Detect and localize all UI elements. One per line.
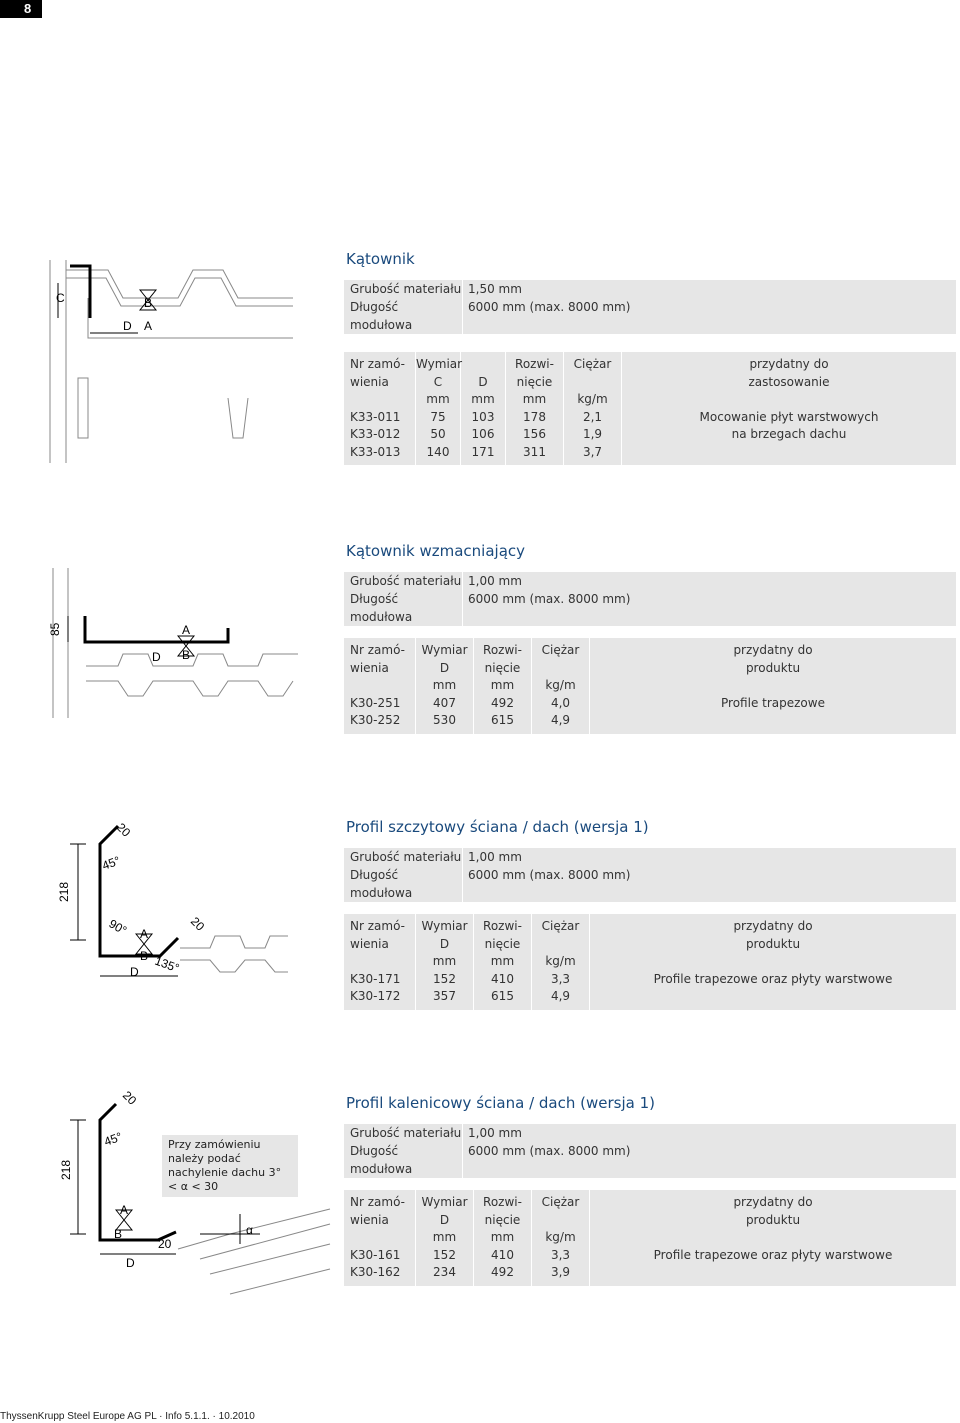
col-head: wienia (350, 374, 389, 389)
label-a: A (182, 623, 191, 637)
col-head: Rozwi- (515, 357, 554, 371)
label-d: D (152, 650, 161, 664)
col-head: Nr zamó- (350, 1195, 405, 1209)
usage-body (700, 409, 879, 444)
order-note: Przy zamówieniu należy podać nachylenie dachu 3° < α < 30 (162, 1135, 298, 1197)
col-head: nięcie (484, 936, 521, 951)
col-usage (590, 914, 956, 1010)
katownik-drawing (48, 258, 298, 468)
col-head: Nr zamó- (350, 919, 405, 933)
spec-label: Grubość materiału (350, 574, 462, 588)
label-20-top: 20 (119, 1088, 140, 1108)
table-cell: 410 (491, 1247, 514, 1262)
col-head: Wymiar (421, 1195, 468, 1209)
col-head: Ciężar (541, 919, 580, 933)
usage-head: produktu (745, 1212, 801, 1227)
col-head: mm (432, 678, 457, 692)
table-cell: 492 (491, 695, 514, 710)
col-head (344, 391, 415, 409)
table-cell: 103 (471, 409, 495, 424)
table-cell: 178 (523, 409, 546, 424)
col-development (474, 914, 532, 1010)
col-weight (564, 352, 622, 465)
label-b: B (140, 949, 149, 963)
table-cell: 171 (471, 444, 495, 459)
col-head: mm (432, 954, 457, 968)
table-cell: 1,9 (582, 427, 603, 441)
col-weight (532, 638, 590, 734)
col-head: wienia (350, 936, 389, 951)
col-d (461, 352, 506, 465)
col-head (344, 953, 415, 971)
col-head: kg/m (545, 678, 576, 692)
table-cell: 50 (430, 427, 446, 441)
label-135deg: 135° (152, 953, 182, 976)
table-cell: 410 (491, 971, 514, 986)
label-45deg: 45° (102, 1129, 125, 1149)
table-cell: 152 (433, 1247, 456, 1262)
table-cell: 4,0 (550, 695, 571, 710)
section-profil-szczytowy (344, 816, 956, 1010)
label-90deg: 90° (106, 916, 130, 938)
section-katownik-wzmacniajacy (344, 540, 956, 734)
section-title: Kątownik wzmacniający (346, 542, 526, 560)
table-cell: 75 (430, 409, 446, 424)
table-cell: 3,9 (550, 1265, 571, 1279)
section-katownik (344, 248, 956, 465)
label-b: B (144, 296, 153, 310)
col-usage (590, 638, 956, 734)
col-order (344, 638, 416, 734)
col-head: nięcie (484, 660, 521, 675)
table-cell: 4,9 (550, 713, 571, 727)
col-head: nięcie (484, 1212, 521, 1227)
col-head (564, 374, 621, 392)
usage-text: Profile trapezowe (721, 695, 825, 710)
usage-body (654, 971, 893, 989)
label-a: A (120, 1203, 129, 1217)
spec-label: Długość modułowa (350, 1144, 413, 1176)
usage-head: przydatny do (749, 357, 829, 371)
usage-text: Profile trapezowe oraz płyty warstwowe (653, 971, 893, 986)
col-head: Ciężar (573, 357, 612, 371)
table-cell: 615 (491, 713, 514, 727)
col-weight (532, 914, 590, 1010)
spec-box (344, 848, 956, 902)
label-b: B (114, 1227, 123, 1241)
table-cell: K30-161 (350, 1247, 401, 1262)
table-cell: K33-012 (350, 427, 401, 441)
spec-value: 1,00 mm (462, 572, 956, 590)
section-title: Profil kalenicowy ściana / dach (wersja 1) (346, 1094, 656, 1112)
col-head: D (478, 374, 488, 389)
product-table (344, 638, 956, 734)
spec-label: Grubość materiału (350, 1126, 462, 1140)
table-cell: 357 (433, 989, 456, 1003)
spec-label: Grubość materiału (350, 282, 462, 296)
col-head (532, 660, 589, 678)
usage-head: przydatny do (733, 919, 813, 933)
col-head: C (433, 374, 443, 389)
label-d: D (130, 965, 139, 979)
table-cell: 3,7 (582, 444, 603, 459)
col-head: wienia (350, 1212, 389, 1227)
spec-label: Długość modułowa (350, 300, 413, 332)
label-45deg: 45° (100, 853, 123, 873)
col-head: D (439, 936, 450, 951)
label-a: A (144, 319, 153, 333)
col-development (506, 352, 564, 465)
table-cell: K30-171 (350, 971, 401, 986)
spec-label: Długość modułowa (350, 592, 413, 624)
usage-head: przydatny do (733, 643, 813, 657)
col-head (344, 677, 415, 695)
col-head: mm (490, 954, 515, 968)
col-usage (622, 352, 956, 465)
label-218: 218 (57, 881, 71, 902)
table-cell: 234 (433, 1265, 456, 1279)
spec-value: 1,00 mm (462, 848, 956, 866)
col-head: Rozwi- (483, 1195, 522, 1209)
col-head: mm (471, 392, 495, 406)
col-head: Rozwi- (483, 643, 522, 657)
section-title: Kątownik (346, 250, 415, 268)
product-table (344, 914, 956, 1010)
product-table (344, 1190, 956, 1286)
spec-value: 6000 mm (max. 8000 mm) (462, 1142, 956, 1178)
col-head: Nr zamó- (350, 357, 405, 371)
label-d: D (126, 1256, 135, 1270)
spec-value: 6000 mm (max. 8000 mm) (462, 866, 956, 902)
usage-body (721, 695, 825, 713)
profil-kalenicowy-drawing (50, 1084, 340, 1314)
col-weight (532, 1190, 590, 1286)
col-head (461, 356, 505, 374)
col-head: mm (522, 392, 547, 406)
spec-value: 6000 mm (max. 8000 mm) (462, 298, 956, 334)
table-cell: 492 (491, 1265, 514, 1279)
table-cell: 530 (433, 713, 456, 727)
usage-head: zastosowanie (748, 374, 830, 389)
spec-value: 6000 mm (max. 8000 mm) (462, 590, 956, 626)
table-cell: 3,3 (550, 1247, 571, 1262)
col-head: Wymiar (421, 919, 468, 933)
label-20-top: 20 (113, 820, 134, 840)
col-head: Rozwi- (483, 919, 522, 933)
label-a: A (140, 927, 149, 941)
label-20-bottom: 20 (158, 1237, 172, 1251)
col-order (344, 352, 416, 465)
col-head: Wymiar (421, 643, 468, 657)
col-head: nięcie (516, 374, 553, 389)
usage-text: na brzegach dachu (731, 427, 847, 441)
col-development (474, 638, 532, 734)
col-head: mm (426, 392, 450, 406)
katownik-svg (48, 258, 298, 468)
col-head: D (439, 660, 450, 675)
col-head: kg/m (545, 954, 576, 968)
label-c: C (56, 291, 65, 305)
table-cell: 106 (471, 427, 495, 441)
page-number: 8 (0, 0, 42, 18)
usage-head: przydatny do (733, 1195, 813, 1209)
table-cell: 140 (426, 444, 450, 459)
usage-head: produktu (745, 936, 801, 951)
table-cell: K30-252 (350, 713, 401, 727)
spec-label: Grubość materiału (350, 850, 462, 864)
col-d (416, 1190, 474, 1286)
col-head: kg/m (577, 392, 608, 406)
col-head: mm (490, 678, 515, 692)
label-d: D (123, 319, 132, 333)
col-head: wienia (350, 660, 389, 675)
col-d (416, 914, 474, 1010)
table-cell: K30-251 (350, 695, 401, 710)
table-cell: K30-172 (350, 989, 401, 1003)
table-cell: 3,3 (550, 971, 571, 986)
usage-text: Profile trapezowe oraz płyty warstwowe (653, 1247, 893, 1262)
col-head: mm (432, 1230, 457, 1244)
table-cell: 152 (433, 971, 456, 986)
table-cell: 615 (491, 989, 514, 1003)
label-20-right: 20 (187, 914, 208, 934)
col-usage (590, 1190, 956, 1286)
col-head: mm (490, 1230, 515, 1244)
table-cell: 2,1 (582, 409, 603, 424)
spec-box (344, 572, 956, 626)
col-head: D (439, 1212, 450, 1227)
col-head: Ciężar (541, 643, 580, 657)
col-order (344, 1190, 416, 1286)
usage-head: produktu (745, 660, 801, 675)
section-title: Profil szczytowy ściana / dach (wersja 1) (346, 818, 649, 836)
table-cell: K33-011 (350, 409, 401, 424)
col-head: Ciężar (541, 1195, 580, 1209)
col-head (532, 936, 589, 954)
col-d (416, 638, 474, 734)
col-head: Nr zamó- (350, 643, 405, 657)
label-alpha: α (246, 1223, 253, 1237)
col-head (532, 1212, 589, 1230)
table-cell: 407 (433, 695, 456, 710)
spec-label: Długość modułowa (350, 868, 413, 900)
label-85: 85 (48, 622, 62, 636)
table-cell: 156 (523, 427, 546, 441)
col-c (416, 352, 461, 465)
usage-text: Mocowanie płyt warstwowych (699, 409, 879, 424)
spec-value: 1,00 mm (462, 1124, 956, 1142)
katownik-wzmacniajacy-drawing (48, 566, 304, 721)
table-cell: K30-162 (350, 1265, 401, 1279)
profil-szczytowy-drawing (50, 808, 290, 998)
col-head: kg/m (545, 1230, 576, 1244)
spec-value: 1,50 mm (462, 280, 956, 298)
col-head: Wymiar (416, 357, 463, 371)
col-development (474, 1190, 532, 1286)
table-cell: 311 (523, 444, 546, 459)
spec-box (344, 1124, 956, 1178)
label-b: B (182, 648, 191, 662)
col-order (344, 914, 416, 1010)
section-profil-kalenicowy (344, 1092, 956, 1286)
col-head (344, 1229, 415, 1247)
spec-box (344, 280, 956, 334)
table-cell: K33-013 (350, 444, 401, 459)
label-218: 218 (59, 1159, 73, 1180)
table-cell: 4,9 (550, 989, 571, 1003)
page-footer: ThyssenKrupp Steel Europe AG PL · Info 5.1.1. · 10.2010 (0, 1411, 255, 1422)
product-table (344, 352, 956, 465)
usage-body (654, 1247, 893, 1265)
